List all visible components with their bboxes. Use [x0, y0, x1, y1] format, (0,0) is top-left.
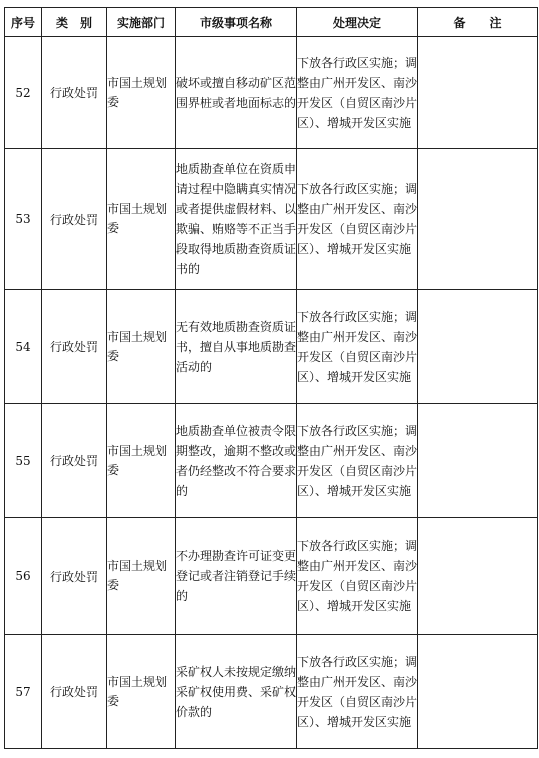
row-decision: 下放各行政区实施；调整由广州开发区、南沙开发区（自贸区南沙片区）、增城开发区实施 — [297, 149, 418, 290]
row-decision: 下放各行政区实施；调整由广州开发区、南沙开发区（自贸区南沙片区）、增城开发区实施 — [297, 635, 418, 749]
table-row — [5, 290, 538, 404]
row-number: 54 — [5, 290, 42, 404]
header-item: 市级事项名称 — [176, 8, 297, 37]
row-item: 不办理勘查许可证变更登记或者注销登记手续的 — [176, 518, 297, 635]
row-item: 地质勘查单位在资质申请过程中隐瞒真实情况或者提供虚假材料、以欺骗、贿赂等不正当手段取得地质勘查资质证书的 — [176, 149, 297, 290]
row-number: 56 — [5, 518, 42, 635]
row-type: 行政处罚 — [42, 290, 107, 404]
row-item: 破坏或擅自移动矿区范围界桩或者地面标志的 — [176, 37, 297, 149]
table-row — [5, 149, 538, 290]
row-decision: 下放各行政区实施；调整由广州开发区、南沙开发区（自贸区南沙片区）、增城开发区实施 — [297, 37, 418, 149]
row-item: 地质勘查单位被责令限期整改，逾期不整改或者仍经整改不符合要求的 — [176, 404, 297, 518]
row-type: 行政处罚 — [42, 635, 107, 749]
row-number: 57 — [5, 635, 42, 749]
header-note: 备 注 — [418, 8, 538, 37]
row-item: 采矿权人未按规定缴纳采矿权使用费、采矿权价款的 — [176, 635, 297, 749]
row-decision: 下放各行政区实施；调整由广州开发区、南沙开发区（自贸区南沙片区）、增城开发区实施 — [297, 290, 418, 404]
row-type: 行政处罚 — [42, 404, 107, 518]
row-type: 行政处罚 — [42, 37, 107, 149]
table-row — [5, 518, 538, 635]
row-item: 无有效地质勘查资质证书，擅自从事地质勘查活动的 — [176, 290, 297, 404]
row-dept: 市国土规划委 — [107, 290, 176, 404]
row-number: 55 — [5, 404, 42, 518]
row-note — [418, 518, 538, 635]
matters-table — [4, 7, 538, 749]
header-type: 类 别 — [42, 8, 107, 37]
header-row — [5, 8, 538, 37]
row-dept: 市国土规划委 — [107, 37, 176, 149]
header-dept: 实施部门 — [107, 8, 176, 37]
table-row — [5, 37, 538, 149]
row-dept: 市国土规划委 — [107, 635, 176, 749]
row-dept: 市国土规划委 — [107, 149, 176, 290]
row-note — [418, 149, 538, 290]
row-dept: 市国土规划委 — [107, 518, 176, 635]
row-type: 行政处罚 — [42, 149, 107, 290]
row-decision: 下放各行政区实施；调整由广州开发区、南沙开发区（自贸区南沙片区）、增城开发区实施 — [297, 404, 418, 518]
row-note — [418, 290, 538, 404]
row-note — [418, 37, 538, 149]
row-decision: 下放各行政区实施；调整由广州开发区、南沙开发区（自贸区南沙片区）、增城开发区实施 — [297, 518, 418, 635]
table-row — [5, 404, 538, 518]
row-number: 53 — [5, 149, 42, 290]
row-type: 行政处罚 — [42, 518, 107, 635]
row-dept: 市国土规划委 — [107, 404, 176, 518]
row-note — [418, 404, 538, 518]
header-no: 序号 — [5, 8, 42, 37]
row-number: 52 — [5, 37, 42, 149]
row-note — [418, 635, 538, 749]
table-row — [5, 635, 538, 749]
header-decision: 处理决定 — [297, 8, 418, 37]
